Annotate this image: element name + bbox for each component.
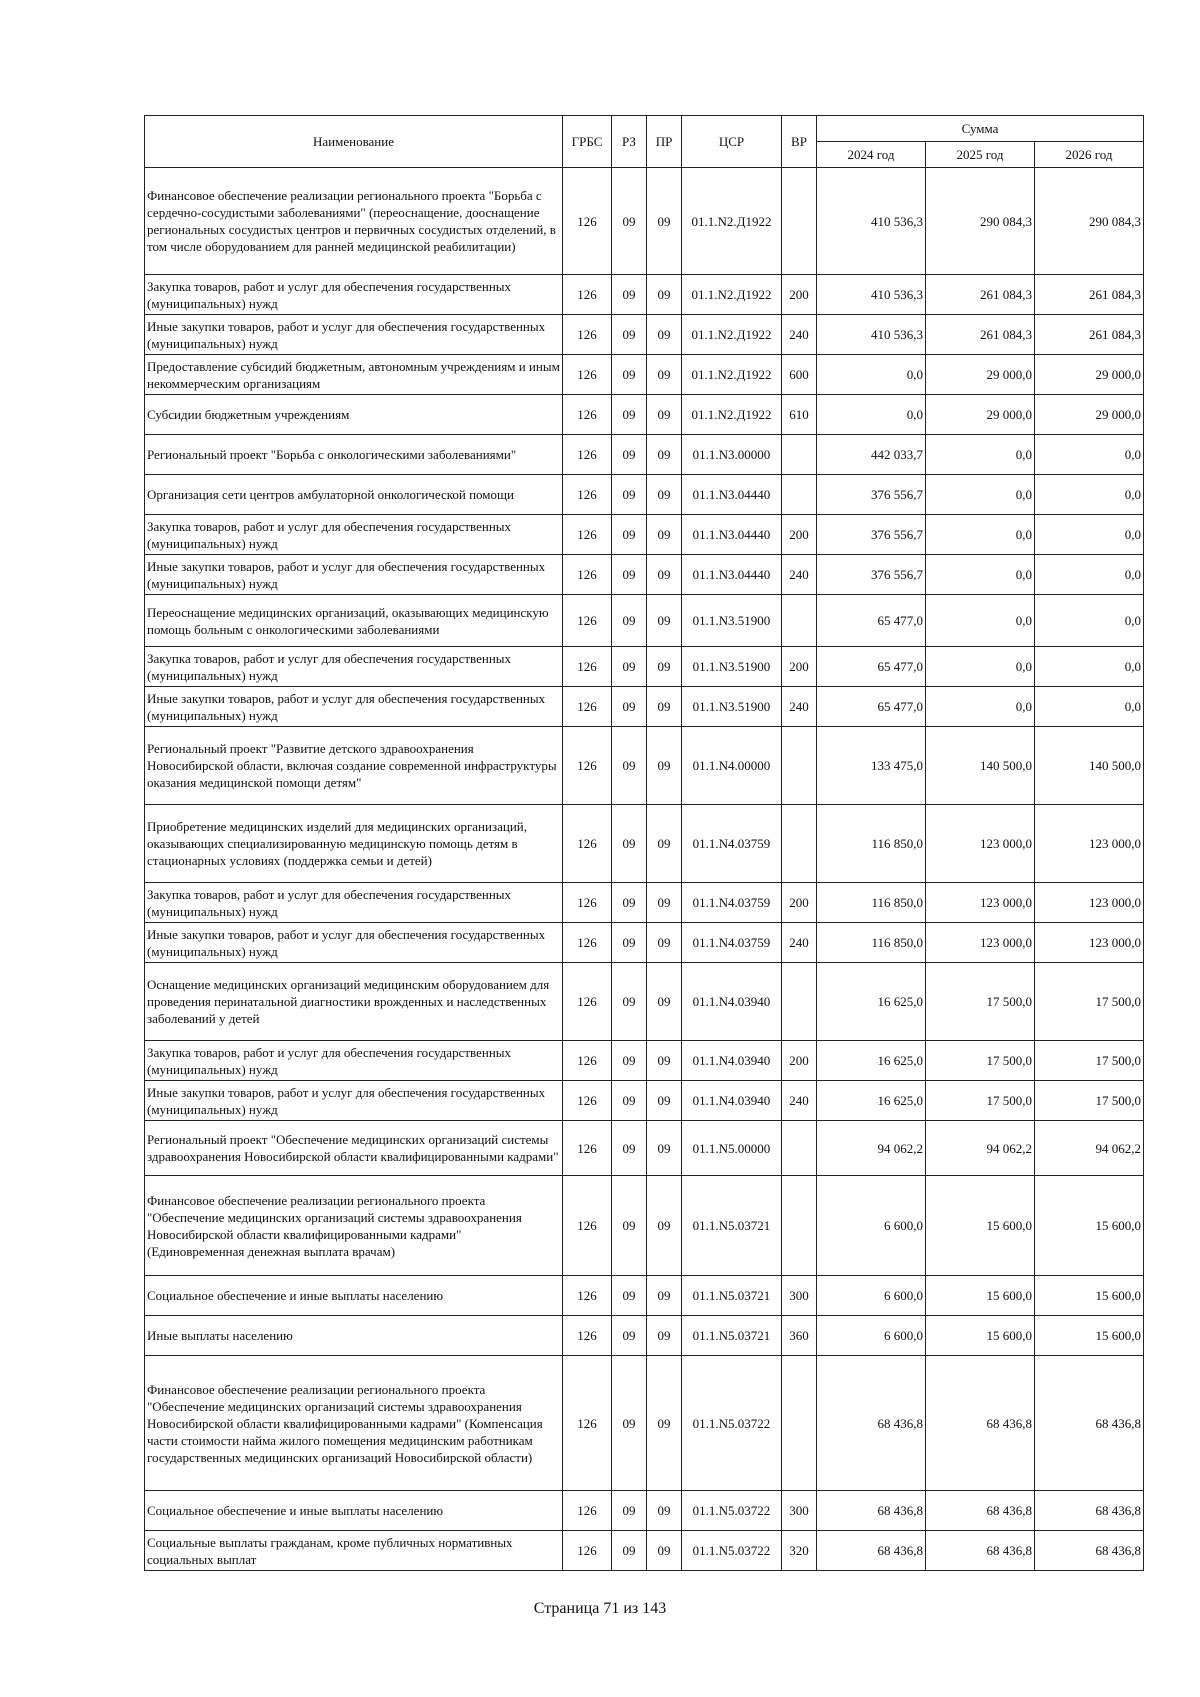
cell-2024: 65 477,0 bbox=[817, 687, 926, 727]
cell-2025: 17 500,0 bbox=[926, 1081, 1035, 1121]
cell-grbs: 126 bbox=[563, 475, 612, 515]
cell-csr: 01.1.N5.03721 bbox=[682, 1276, 782, 1316]
table-row bbox=[145, 555, 1144, 595]
cell-vr bbox=[782, 475, 817, 515]
cell-2025: 0,0 bbox=[926, 555, 1035, 595]
cell-2025: 261 084,3 bbox=[926, 315, 1035, 355]
cell-rz: 09 bbox=[612, 1081, 647, 1121]
cell-2026: 0,0 bbox=[1035, 435, 1144, 475]
cell-name: Организация сети центров амбулаторной онкологической помощи bbox=[145, 475, 563, 515]
cell-2025: 0,0 bbox=[926, 595, 1035, 647]
cell-pr: 09 bbox=[647, 315, 682, 355]
cell-rz: 09 bbox=[612, 1276, 647, 1316]
cell-csr: 01.1.N4.03759 bbox=[682, 883, 782, 923]
cell-2026: 68 436,8 bbox=[1035, 1531, 1144, 1571]
cell-pr: 09 bbox=[647, 475, 682, 515]
cell-vr bbox=[782, 168, 817, 275]
cell-rz: 09 bbox=[612, 555, 647, 595]
cell-pr: 09 bbox=[647, 515, 682, 555]
table-row bbox=[145, 805, 1144, 883]
cell-2024: 442 033,7 bbox=[817, 435, 926, 475]
cell-2025: 0,0 bbox=[926, 647, 1035, 687]
cell-name: Финансовое обеспечение реализации регионального проекта "Обеспечение медицинских организаций системы здравоохранения Новосибирской области квалифицированными кадрами" (Компенсация части стоимости найма жилого помещения медицинским работникам государственных медицинских организаций Новосибирской области) bbox=[145, 1356, 563, 1491]
cell-pr: 09 bbox=[647, 1121, 682, 1176]
cell-vr: 300 bbox=[782, 1491, 817, 1531]
cell-2025: 290 084,3 bbox=[926, 168, 1035, 275]
cell-rz: 09 bbox=[612, 1316, 647, 1356]
cell-grbs: 126 bbox=[563, 315, 612, 355]
cell-vr: 240 bbox=[782, 555, 817, 595]
cell-2025: 68 436,8 bbox=[926, 1491, 1035, 1531]
cell-rz: 09 bbox=[612, 515, 647, 555]
cell-2024: 133 475,0 bbox=[817, 727, 926, 805]
cell-2026: 0,0 bbox=[1035, 555, 1144, 595]
table-row bbox=[145, 168, 1144, 275]
cell-2024: 116 850,0 bbox=[817, 805, 926, 883]
cell-vr: 200 bbox=[782, 515, 817, 555]
cell-2025: 0,0 bbox=[926, 435, 1035, 475]
cell-2024: 0,0 bbox=[817, 395, 926, 435]
cell-csr: 01.1.N2.Д1922 bbox=[682, 168, 782, 275]
cell-2026: 0,0 bbox=[1035, 647, 1144, 687]
table-row bbox=[145, 355, 1144, 395]
header-csr: ЦСР bbox=[682, 116, 782, 168]
cell-2025: 15 600,0 bbox=[926, 1276, 1035, 1316]
cell-2025: 140 500,0 bbox=[926, 727, 1035, 805]
cell-vr bbox=[782, 1121, 817, 1176]
cell-name: Субсидии бюджетным учреждениям bbox=[145, 395, 563, 435]
cell-2024: 6 600,0 bbox=[817, 1176, 926, 1276]
cell-2024: 410 536,3 bbox=[817, 275, 926, 315]
cell-pr: 09 bbox=[647, 1041, 682, 1081]
table-row bbox=[145, 923, 1144, 963]
cell-name: Закупка товаров, работ и услуг для обеспечения государственных (муниципальных) нужд bbox=[145, 515, 563, 555]
cell-pr: 09 bbox=[647, 1491, 682, 1531]
cell-pr: 09 bbox=[647, 395, 682, 435]
cell-2024: 16 625,0 bbox=[817, 1081, 926, 1121]
cell-rz: 09 bbox=[612, 805, 647, 883]
table-row bbox=[145, 647, 1144, 687]
cell-pr: 09 bbox=[647, 963, 682, 1041]
cell-2026: 15 600,0 bbox=[1035, 1316, 1144, 1356]
table-row bbox=[145, 1121, 1144, 1176]
cell-pr: 09 bbox=[647, 355, 682, 395]
cell-name: Иные закупки товаров, работ и услуг для обеспечения государственных (муниципальных) нужд bbox=[145, 1081, 563, 1121]
cell-grbs: 126 bbox=[563, 1356, 612, 1491]
cell-pr: 09 bbox=[647, 805, 682, 883]
table-body bbox=[145, 168, 1144, 1571]
cell-2024: 376 556,7 bbox=[817, 515, 926, 555]
cell-name: Закупка товаров, работ и услуг для обеспечения государственных (муниципальных) нужд bbox=[145, 1041, 563, 1081]
cell-grbs: 126 bbox=[563, 168, 612, 275]
cell-rz: 09 bbox=[612, 647, 647, 687]
cell-grbs: 126 bbox=[563, 275, 612, 315]
cell-name: Социальное обеспечение и иные выплаты населению bbox=[145, 1491, 563, 1531]
cell-csr: 01.1.N2.Д1922 bbox=[682, 275, 782, 315]
cell-pr: 09 bbox=[647, 687, 682, 727]
cell-csr: 01.1.N5.00000 bbox=[682, 1121, 782, 1176]
cell-csr: 01.1.N4.03759 bbox=[682, 923, 782, 963]
header-rz: РЗ bbox=[612, 116, 647, 168]
cell-rz: 09 bbox=[612, 1531, 647, 1571]
cell-pr: 09 bbox=[647, 275, 682, 315]
cell-grbs: 126 bbox=[563, 395, 612, 435]
cell-2026: 0,0 bbox=[1035, 595, 1144, 647]
cell-2025: 29 000,0 bbox=[926, 355, 1035, 395]
header-sum: Сумма bbox=[817, 116, 1144, 142]
cell-pr: 09 bbox=[647, 555, 682, 595]
cell-grbs: 126 bbox=[563, 515, 612, 555]
cell-2025: 123 000,0 bbox=[926, 923, 1035, 963]
table-row bbox=[145, 1531, 1144, 1571]
table-row bbox=[145, 475, 1144, 515]
cell-grbs: 126 bbox=[563, 555, 612, 595]
cell-2025: 123 000,0 bbox=[926, 883, 1035, 923]
cell-grbs: 126 bbox=[563, 727, 612, 805]
cell-name: Региональный проект "Борьба с онкологическими заболеваниями" bbox=[145, 435, 563, 475]
cell-name: Региональный проект "Развитие детского здравоохранения Новосибирской области, включая создание современной инфраструктуры оказания медицинской помощи детям" bbox=[145, 727, 563, 805]
cell-vr: 360 bbox=[782, 1316, 817, 1356]
cell-rz: 09 bbox=[612, 963, 647, 1041]
cell-name: Социальное обеспечение и иные выплаты населению bbox=[145, 1276, 563, 1316]
cell-2024: 116 850,0 bbox=[817, 883, 926, 923]
header-vr: ВР bbox=[782, 116, 817, 168]
cell-name: Иные закупки товаров, работ и услуг для обеспечения государственных (муниципальных) нужд bbox=[145, 315, 563, 355]
cell-csr: 01.1.N4.00000 bbox=[682, 727, 782, 805]
cell-2026: 68 436,8 bbox=[1035, 1491, 1144, 1531]
cell-2025: 0,0 bbox=[926, 475, 1035, 515]
table-row bbox=[145, 1176, 1144, 1276]
cell-grbs: 126 bbox=[563, 805, 612, 883]
cell-pr: 09 bbox=[647, 1176, 682, 1276]
cell-rz: 09 bbox=[612, 1356, 647, 1491]
cell-name: Финансовое обеспечение реализации регионального проекта "Борьба с сердечно-сосудистыми заболеваниями" (переоснащение, дооснащение региональных сосудистых центров и первичных сосудистых отделений, в том числе оборудованием для ранней медицинской реабилитации) bbox=[145, 168, 563, 275]
cell-rz: 09 bbox=[612, 1121, 647, 1176]
cell-csr: 01.1.N5.03722 bbox=[682, 1356, 782, 1491]
cell-name: Иные закупки товаров, работ и услуг для обеспечения государственных (муниципальных) нужд bbox=[145, 923, 563, 963]
cell-pr: 09 bbox=[647, 1356, 682, 1491]
cell-csr: 01.1.N4.03940 bbox=[682, 1041, 782, 1081]
cell-pr: 09 bbox=[647, 883, 682, 923]
page-number: Страница 71 из 143 bbox=[533, 1600, 667, 1617]
cell-grbs: 126 bbox=[563, 1176, 612, 1276]
cell-grbs: 126 bbox=[563, 1316, 612, 1356]
cell-2026: 0,0 bbox=[1035, 515, 1144, 555]
cell-2024: 116 850,0 bbox=[817, 923, 926, 963]
cell-2024: 68 436,8 bbox=[817, 1356, 926, 1491]
header-pr: ПР bbox=[647, 116, 682, 168]
cell-pr: 09 bbox=[647, 595, 682, 647]
cell-2026: 17 500,0 bbox=[1035, 1041, 1144, 1081]
cell-2026: 123 000,0 bbox=[1035, 805, 1144, 883]
cell-grbs: 126 bbox=[563, 595, 612, 647]
cell-vr: 200 bbox=[782, 647, 817, 687]
cell-2026: 29 000,0 bbox=[1035, 355, 1144, 395]
table-row bbox=[145, 1316, 1144, 1356]
cell-vr bbox=[782, 963, 817, 1041]
cell-csr: 01.1.N3.51900 bbox=[682, 687, 782, 727]
cell-csr: 01.1.N2.Д1922 bbox=[682, 315, 782, 355]
cell-rz: 09 bbox=[612, 435, 647, 475]
cell-vr: 240 bbox=[782, 687, 817, 727]
cell-pr: 09 bbox=[647, 727, 682, 805]
cell-2024: 68 436,8 bbox=[817, 1491, 926, 1531]
cell-rz: 09 bbox=[612, 355, 647, 395]
cell-vr: 600 bbox=[782, 355, 817, 395]
cell-csr: 01.1.N2.Д1922 bbox=[682, 395, 782, 435]
cell-2026: 0,0 bbox=[1035, 687, 1144, 727]
cell-rz: 09 bbox=[612, 395, 647, 435]
cell-2026: 15 600,0 bbox=[1035, 1176, 1144, 1276]
cell-2024: 6 600,0 bbox=[817, 1276, 926, 1316]
cell-csr: 01.1.N5.03721 bbox=[682, 1176, 782, 1276]
cell-vr: 240 bbox=[782, 1081, 817, 1121]
cell-grbs: 126 bbox=[563, 647, 612, 687]
cell-name: Приобретение медицинских изделий для медицинских организаций, оказывающих специализированную медицинскую помощь детям в стационарных условиях (поддержка семьи и детей) bbox=[145, 805, 563, 883]
cell-vr bbox=[782, 435, 817, 475]
cell-csr: 01.1.N5.03722 bbox=[682, 1491, 782, 1531]
table-row bbox=[145, 687, 1144, 727]
cell-2026: 94 062,2 bbox=[1035, 1121, 1144, 1176]
cell-vr: 240 bbox=[782, 923, 817, 963]
table-row bbox=[145, 727, 1144, 805]
cell-rz: 09 bbox=[612, 727, 647, 805]
table-row bbox=[145, 395, 1144, 435]
cell-vr: 200 bbox=[782, 883, 817, 923]
cell-name: Закупка товаров, работ и услуг для обеспечения государственных (муниципальных) нужд bbox=[145, 883, 563, 923]
cell-2025: 94 062,2 bbox=[926, 1121, 1035, 1176]
cell-2025: 15 600,0 bbox=[926, 1316, 1035, 1356]
cell-2025: 261 084,3 bbox=[926, 275, 1035, 315]
cell-rz: 09 bbox=[612, 1176, 647, 1276]
table-row bbox=[145, 1041, 1144, 1081]
cell-name: Оснащение медицинских организаций медицинским оборудованием для проведения перинатальной диагностики врожденных и наследственных заболеваний у детей bbox=[145, 963, 563, 1041]
cell-2024: 94 062,2 bbox=[817, 1121, 926, 1176]
cell-csr: 01.1.N3.00000 bbox=[682, 435, 782, 475]
cell-pr: 09 bbox=[647, 647, 682, 687]
cell-rz: 09 bbox=[612, 595, 647, 647]
header-year-2024: 2024 год bbox=[817, 142, 926, 168]
cell-2026: 261 084,3 bbox=[1035, 315, 1144, 355]
cell-name: Региональный проект "Обеспечение медицинских организаций системы здравоохранения Новосибирской области квалифицированными кадрами" bbox=[145, 1121, 563, 1176]
cell-2024: 65 477,0 bbox=[817, 595, 926, 647]
cell-csr: 01.1.N5.03721 bbox=[682, 1316, 782, 1356]
table-row bbox=[145, 963, 1144, 1041]
cell-2024: 16 625,0 bbox=[817, 963, 926, 1041]
cell-grbs: 126 bbox=[563, 883, 612, 923]
cell-rz: 09 bbox=[612, 275, 647, 315]
cell-pr: 09 bbox=[647, 1316, 682, 1356]
cell-2025: 68 436,8 bbox=[926, 1356, 1035, 1491]
cell-2024: 410 536,3 bbox=[817, 168, 926, 275]
cell-csr: 01.1.N5.03722 bbox=[682, 1531, 782, 1571]
cell-2024: 376 556,7 bbox=[817, 555, 926, 595]
cell-vr: 320 bbox=[782, 1531, 817, 1571]
header-grbs: ГРБС bbox=[563, 116, 612, 168]
cell-name: Социальные выплаты гражданам, кроме публичных нормативных социальных выплат bbox=[145, 1531, 563, 1571]
cell-vr: 610 bbox=[782, 395, 817, 435]
table-row bbox=[145, 315, 1144, 355]
table-row bbox=[145, 435, 1144, 475]
table-row bbox=[145, 515, 1144, 555]
cell-2024: 410 536,3 bbox=[817, 315, 926, 355]
cell-grbs: 126 bbox=[563, 355, 612, 395]
cell-pr: 09 bbox=[647, 168, 682, 275]
table-row bbox=[145, 1276, 1144, 1316]
cell-grbs: 126 bbox=[563, 1041, 612, 1081]
cell-name: Иные закупки товаров, работ и услуг для обеспечения государственных (муниципальных) нужд bbox=[145, 555, 563, 595]
cell-csr: 01.1.N3.04440 bbox=[682, 515, 782, 555]
table-row bbox=[145, 275, 1144, 315]
cell-name: Закупка товаров, работ и услуг для обеспечения государственных (муниципальных) нужд bbox=[145, 275, 563, 315]
cell-name: Иные закупки товаров, работ и услуг для обеспечения государственных (муниципальных) нужд bbox=[145, 687, 563, 727]
cell-csr: 01.1.N3.51900 bbox=[682, 647, 782, 687]
cell-2026: 123 000,0 bbox=[1035, 883, 1144, 923]
cell-2026: 290 084,3 bbox=[1035, 168, 1144, 275]
cell-2024: 0,0 bbox=[817, 355, 926, 395]
cell-vr bbox=[782, 1356, 817, 1491]
cell-csr: 01.1.N3.04440 bbox=[682, 555, 782, 595]
cell-2024: 16 625,0 bbox=[817, 1041, 926, 1081]
cell-name: Финансовое обеспечение реализации регионального проекта "Обеспечение медицинских организаций системы здравоохранения Новосибирской области квалифицированными кадрами" (Единовременная денежная выплата врачам) bbox=[145, 1176, 563, 1276]
cell-2026: 17 500,0 bbox=[1035, 1081, 1144, 1121]
cell-grbs: 126 bbox=[563, 963, 612, 1041]
table-row bbox=[145, 1356, 1144, 1491]
cell-grbs: 126 bbox=[563, 435, 612, 475]
cell-csr: 01.1.N2.Д1922 bbox=[682, 355, 782, 395]
cell-pr: 09 bbox=[647, 923, 682, 963]
cell-grbs: 126 bbox=[563, 1491, 612, 1531]
cell-grbs: 126 bbox=[563, 923, 612, 963]
cell-vr bbox=[782, 727, 817, 805]
cell-2025: 29 000,0 bbox=[926, 395, 1035, 435]
cell-2026: 140 500,0 bbox=[1035, 727, 1144, 805]
cell-csr: 01.1.N4.03759 bbox=[682, 805, 782, 883]
cell-2026: 29 000,0 bbox=[1035, 395, 1144, 435]
cell-2026: 68 436,8 bbox=[1035, 1356, 1144, 1491]
cell-csr: 01.1.N4.03940 bbox=[682, 963, 782, 1041]
cell-2026: 0,0 bbox=[1035, 475, 1144, 515]
cell-2025: 0,0 bbox=[926, 687, 1035, 727]
cell-2026: 15 600,0 bbox=[1035, 1276, 1144, 1316]
cell-pr: 09 bbox=[647, 1531, 682, 1571]
cell-2026: 123 000,0 bbox=[1035, 923, 1144, 963]
cell-rz: 09 bbox=[612, 923, 647, 963]
cell-pr: 09 bbox=[647, 435, 682, 475]
cell-vr: 200 bbox=[782, 1041, 817, 1081]
header-name: Наименование bbox=[145, 116, 563, 168]
cell-vr: 240 bbox=[782, 315, 817, 355]
cell-csr: 01.1.N4.03940 bbox=[682, 1081, 782, 1121]
cell-vr: 200 bbox=[782, 275, 817, 315]
cell-rz: 09 bbox=[612, 687, 647, 727]
cell-2026: 17 500,0 bbox=[1035, 963, 1144, 1041]
cell-vr: 300 bbox=[782, 1276, 817, 1316]
budget-table bbox=[144, 115, 1144, 1571]
cell-grbs: 126 bbox=[563, 1276, 612, 1316]
cell-name: Предоставление субсидий бюджетным, автономным учреждениям и иным некоммерческим организациям bbox=[145, 355, 563, 395]
cell-vr bbox=[782, 595, 817, 647]
cell-vr bbox=[782, 805, 817, 883]
cell-grbs: 126 bbox=[563, 1121, 612, 1176]
table-row bbox=[145, 1491, 1144, 1531]
cell-grbs: 126 bbox=[563, 687, 612, 727]
cell-pr: 09 bbox=[647, 1276, 682, 1316]
cell-csr: 01.1.N3.04440 bbox=[682, 475, 782, 515]
cell-name: Иные выплаты населению bbox=[145, 1316, 563, 1356]
cell-rz: 09 bbox=[612, 1491, 647, 1531]
cell-2025: 123 000,0 bbox=[926, 805, 1035, 883]
cell-2024: 376 556,7 bbox=[817, 475, 926, 515]
cell-rz: 09 bbox=[612, 475, 647, 515]
cell-csr: 01.1.N3.51900 bbox=[682, 595, 782, 647]
cell-vr bbox=[782, 1176, 817, 1276]
cell-2025: 17 500,0 bbox=[926, 963, 1035, 1041]
cell-2024: 68 436,8 bbox=[817, 1531, 926, 1571]
table-row bbox=[145, 883, 1144, 923]
cell-grbs: 126 bbox=[563, 1531, 612, 1571]
cell-grbs: 126 bbox=[563, 1081, 612, 1121]
cell-2026: 261 084,3 bbox=[1035, 275, 1144, 315]
cell-rz: 09 bbox=[612, 1041, 647, 1081]
cell-2024: 65 477,0 bbox=[817, 647, 926, 687]
cell-name: Закупка товаров, работ и услуг для обеспечения государственных (муниципальных) нужд bbox=[145, 647, 563, 687]
cell-2024: 6 600,0 bbox=[817, 1316, 926, 1356]
cell-2025: 0,0 bbox=[926, 515, 1035, 555]
cell-name: Переоснащение медицинских организаций, оказывающих медицинскую помощь больным с онкологическими заболеваниями bbox=[145, 595, 563, 647]
cell-rz: 09 bbox=[612, 883, 647, 923]
cell-2025: 68 436,8 bbox=[926, 1531, 1035, 1571]
table-header bbox=[145, 116, 1144, 168]
cell-rz: 09 bbox=[612, 168, 647, 275]
table-row bbox=[145, 1081, 1144, 1121]
header-year-2025: 2025 год bbox=[926, 142, 1035, 168]
header-year-2026: 2026 год bbox=[1035, 142, 1144, 168]
cell-2025: 15 600,0 bbox=[926, 1176, 1035, 1276]
cell-2025: 17 500,0 bbox=[926, 1041, 1035, 1081]
cell-pr: 09 bbox=[647, 1081, 682, 1121]
table-row bbox=[145, 595, 1144, 647]
cell-rz: 09 bbox=[612, 315, 647, 355]
